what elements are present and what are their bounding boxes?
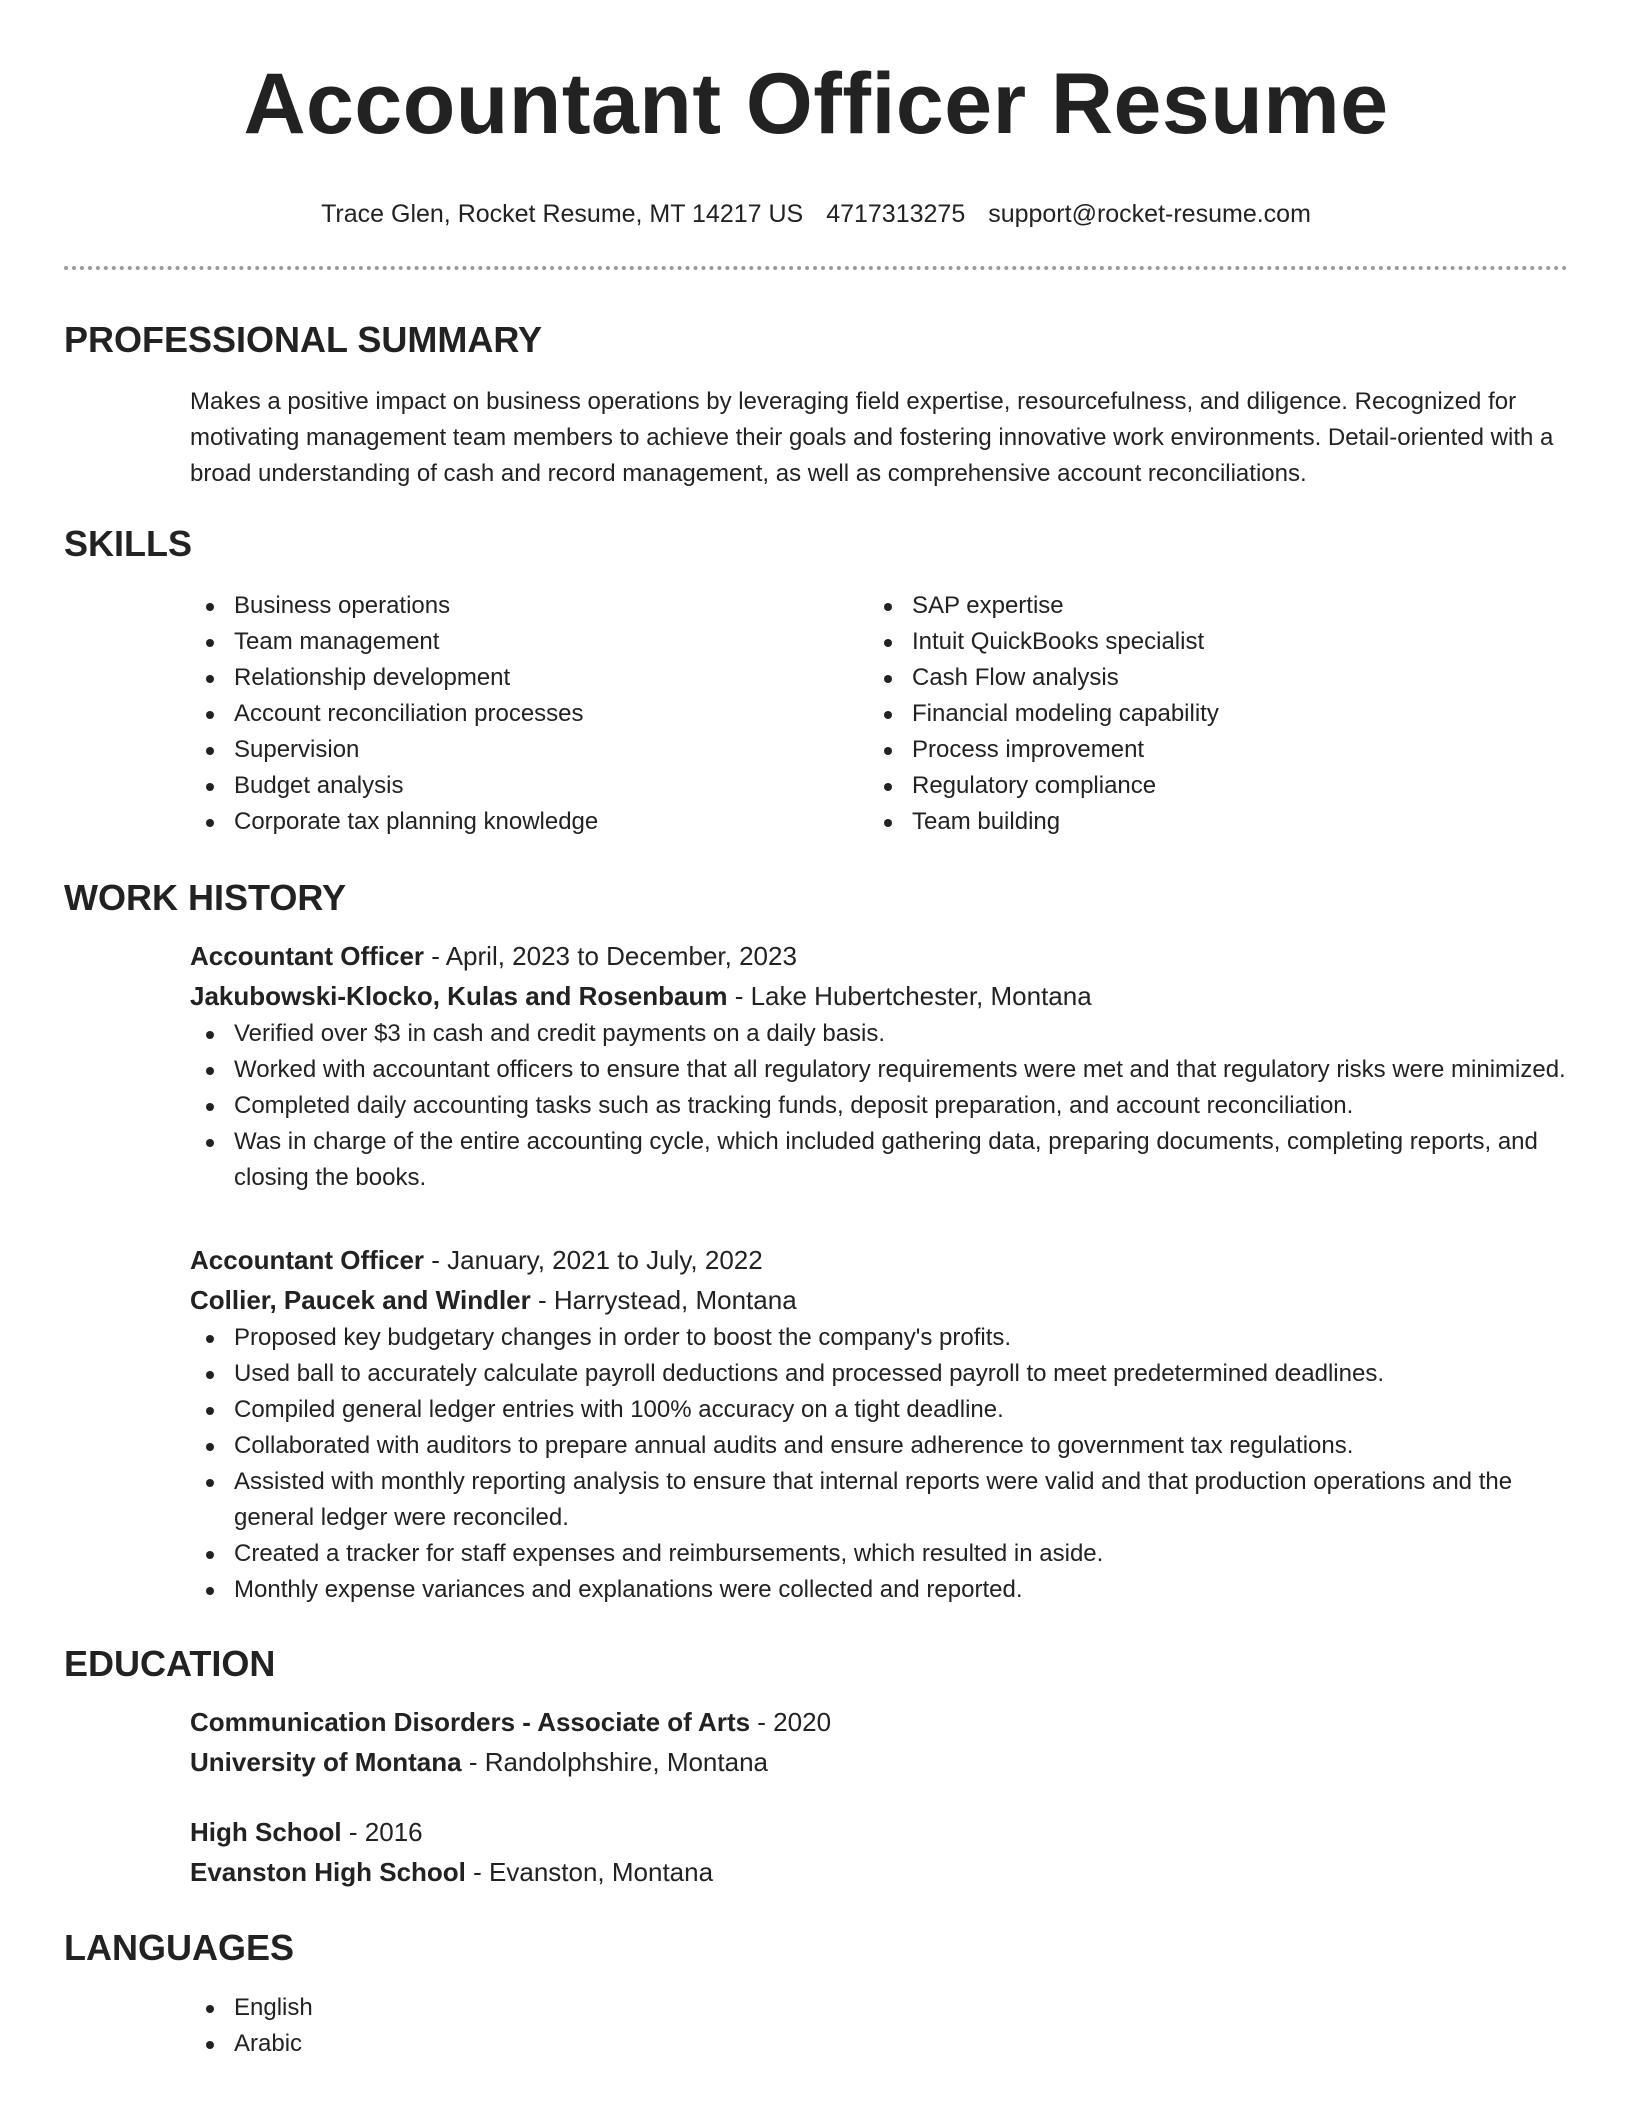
resume-title: Accountant Officer Resume [243, 56, 1389, 152]
skill-item: Intuit QuickBooks specialist [868, 624, 1546, 660]
skill-item: SAP expertise [868, 588, 1546, 624]
education-entry [190, 1812, 1568, 1892]
edu-year: - 2020 [750, 1707, 832, 1737]
skills-grid [190, 588, 1568, 840]
job-duty: Assisted with monthly reporting analysis to ensure that internal reports were valid and that production operations and the general ledger were reconciled. [190, 1464, 1568, 1536]
edu-location: - Randolphshire, Montana [461, 1747, 768, 1777]
contact-phone: 4717313275 [826, 200, 966, 228]
skill-item: Relationship development [190, 660, 868, 696]
edu-location: - Evanston, Montana [465, 1857, 714, 1887]
edu-degree: Communication Disorders - Associate of Arts [190, 1707, 751, 1737]
education-entry [190, 1702, 1568, 1782]
skills-heading: SKILLS [64, 523, 193, 564]
language-item: English [190, 1990, 1568, 2026]
edu-school: University of Montana [190, 1747, 462, 1777]
job-company-line [190, 1280, 1568, 1320]
job-duties [190, 1016, 1568, 1196]
edu-degree-line [190, 1812, 1568, 1852]
education-heading: EDUCATION [64, 1643, 276, 1684]
skills-list-left [190, 588, 868, 840]
skill-item: Regulatory compliance [868, 768, 1546, 804]
resume-page [64, 52, 1568, 2062]
job-duty: Compiled general ledger entries with 100% accuracy on a tight deadline. [190, 1392, 1568, 1428]
languages-section [64, 1926, 1568, 2062]
skill-item: Cash Flow analysis [868, 660, 1546, 696]
job-entry [190, 1240, 1568, 1608]
edu-year: - 2016 [341, 1817, 423, 1847]
languages-heading: LANGUAGES [64, 1927, 295, 1968]
skill-item: Financial modeling capability [868, 696, 1546, 732]
summary-text: Makes a positive impact on business operations by leveraging field expertise, resourcefulness, and diligence. Recognized for motivating management team members to achieve their goals and fostering innovative work environments. Detail-oriented with a broad understanding of cash and record management, as well as comprehensive account reconciliations. [190, 388, 1554, 487]
contact-email[interactable]: support@rocket-resume.com [988, 200, 1311, 228]
job-duty: Was in charge of the entire accounting cycle, which included gathering data, preparing documents, completing reports, and closing the books. [190, 1124, 1568, 1196]
skill-item: Account reconciliation processes [190, 696, 868, 732]
job-title: Accountant Officer [190, 941, 425, 971]
summary-section [64, 318, 1568, 492]
job-duty: Proposed key budgetary changes in order to boost the company's profits. [190, 1320, 1568, 1356]
edu-school-line [190, 1742, 1568, 1782]
header-divider [64, 266, 1568, 270]
job-company-line [190, 976, 1568, 1016]
job-title-line [190, 1240, 1568, 1280]
skill-item: Team management [190, 624, 868, 660]
job-duty: Used ball to accurately calculate payroll deductions and processed payroll to meet predetermined deadlines. [190, 1356, 1568, 1392]
job-duty: Collaborated with auditors to prepare annual audits and ensure adherence to government tax regulations. [190, 1428, 1568, 1464]
edu-degree-line [190, 1702, 1568, 1742]
skill-item: Supervision [190, 732, 868, 768]
skill-item: Team building [868, 804, 1546, 840]
job-duty: Monthly expense variances and explanations were collected and reported. [190, 1572, 1568, 1608]
job-title: Accountant Officer [190, 1245, 425, 1275]
skill-item: Corporate tax planning knowledge [190, 804, 868, 840]
edu-degree: High School [190, 1817, 342, 1847]
job-company: Collier, Paucek and Windler [190, 1285, 531, 1315]
job-duty: Verified over $3 in cash and credit payments on a daily basis. [190, 1016, 1568, 1052]
job-duty: Completed daily accounting tasks such as tracking funds, deposit preparation, and account reconciliation. [190, 1088, 1568, 1124]
skill-item: Budget analysis [190, 768, 868, 804]
languages-list [190, 1990, 1568, 2062]
contact-line [64, 194, 1568, 234]
job-duty: Created a tracker for staff expenses and reimbursements, which resulted in aside. [190, 1536, 1568, 1572]
job-duty: Worked with accountant officers to ensure that all regulatory requirements were met and that regulatory risks were minimized. [190, 1052, 1568, 1088]
summary-heading: PROFESSIONAL SUMMARY [64, 319, 543, 360]
skills-list-right [868, 588, 1546, 840]
edu-school-line [190, 1852, 1568, 1892]
job-location: - Lake Hubertchester, Montana [727, 981, 1092, 1011]
job-title-line [190, 936, 1568, 976]
language-item: Arabic [190, 2026, 1568, 2062]
work-heading: WORK HISTORY [64, 877, 347, 918]
job-location: - Harrystead, Montana [530, 1285, 797, 1315]
job-dates: - April, 2023 to December, 2023 [424, 941, 797, 971]
skill-item: Process improvement [868, 732, 1546, 768]
job-company: Jakubowski-Klocko, Kulas and Rosenbaum [190, 981, 728, 1011]
work-section [64, 876, 1568, 1608]
job-entry [190, 936, 1568, 1196]
skills-section [64, 522, 1568, 840]
education-section [64, 1642, 1568, 1892]
job-dates: - January, 2021 to July, 2022 [424, 1245, 763, 1275]
edu-school: Evanston High School [190, 1857, 466, 1887]
job-duties [190, 1320, 1568, 1608]
skill-item: Business operations [190, 588, 868, 624]
contact-address: Trace Glen, Rocket Resume, MT 14217 US [321, 200, 804, 228]
